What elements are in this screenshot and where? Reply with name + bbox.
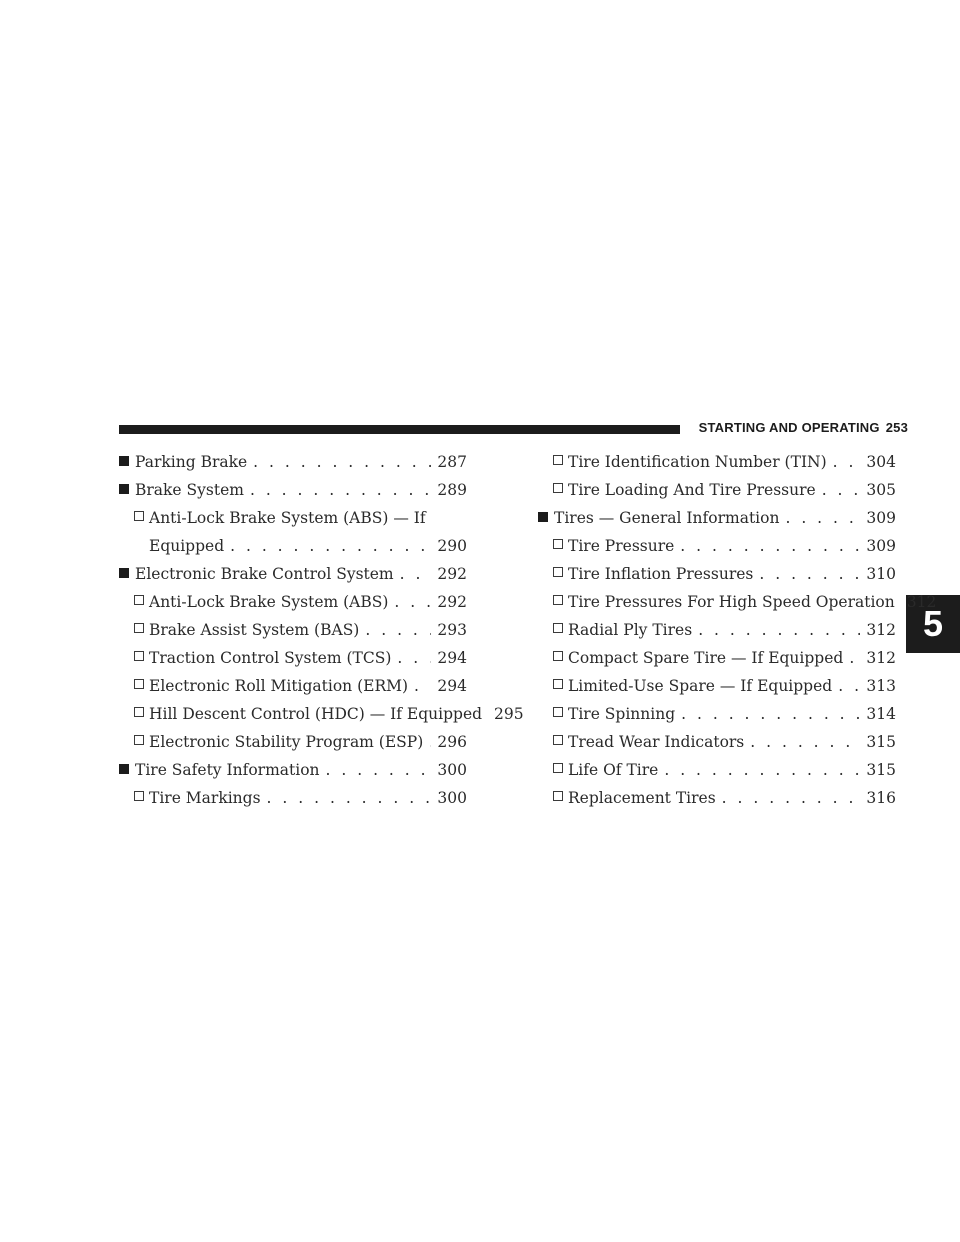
- toc-entry-label: Tire Markings: [149, 789, 261, 807]
- dot-leader: [230, 532, 431, 560]
- toc-entry[interactable]: [119, 560, 467, 588]
- toc-entry[interactable]: [538, 476, 896, 504]
- toc-entry-label: Electronic Brake Control System: [135, 565, 394, 583]
- toc-entry[interactable]: [538, 784, 896, 812]
- chapter-tab[interactable]: 5: [906, 595, 960, 653]
- toc-entry[interactable]: [119, 756, 467, 784]
- square-bullet-icon: [119, 484, 129, 494]
- toc-entry-page: 294: [437, 649, 467, 667]
- toc-entry-page: 295: [494, 705, 524, 723]
- toc-entry-label: Tire Inflation Pressures: [568, 565, 754, 583]
- toc-entry[interactable]: [538, 448, 896, 476]
- toc-entry-label: Anti-Lock Brake System (ABS) — If: [149, 509, 426, 527]
- toc-entry[interactable]: [538, 560, 896, 588]
- toc-entry[interactable]: [119, 588, 467, 616]
- dot-leader: [400, 560, 432, 588]
- hollow-square-bullet-icon: [553, 763, 563, 773]
- toc-entry[interactable]: [538, 588, 937, 616]
- running-header: [690, 420, 908, 435]
- dot-leader: [365, 616, 431, 644]
- toc-entry-page: 300: [437, 761, 467, 779]
- toc-entry-label: Parking Brake: [135, 453, 248, 471]
- hollow-square-bullet-icon: [134, 511, 144, 521]
- square-bullet-icon: [119, 764, 129, 774]
- toc-entry-label: Electronic Stability Program (ESP): [149, 733, 424, 751]
- hollow-square-bullet-icon: [553, 483, 563, 493]
- hollow-square-bullet-icon: [553, 651, 563, 661]
- dot-leader: [267, 784, 432, 812]
- toc-entry-label: Brake System: [135, 481, 244, 499]
- toc-entry-page: 312: [906, 593, 937, 611]
- hollow-square-bullet-icon: [553, 567, 563, 577]
- toc-entry-page: 292: [437, 565, 467, 583]
- hollow-square-bullet-icon: [553, 707, 563, 717]
- hollow-square-bullet-icon: [134, 623, 144, 633]
- toc-entry-label: Brake Assist System (BAS): [149, 621, 360, 639]
- toc-entry-label: Hill Descent Control (HDC) — If Equipped: [149, 705, 483, 723]
- dot-leader: [849, 644, 860, 672]
- hollow-square-bullet-icon: [134, 679, 144, 689]
- toc-entry-page: 305: [866, 481, 896, 499]
- toc-entry-label: Tires — General Information: [554, 509, 780, 527]
- toc-entry-page: 316: [866, 789, 896, 807]
- dot-leader: [722, 784, 861, 812]
- toc-entry[interactable]: [538, 700, 896, 728]
- toc-right-column: [538, 448, 937, 812]
- dot-leader: [664, 756, 860, 784]
- toc-entry-page: 315: [866, 733, 896, 751]
- dot-leader: [394, 588, 431, 616]
- toc-entry-page: 314: [866, 705, 896, 723]
- toc-entry-label: Anti-Lock Brake System (ABS): [149, 593, 389, 611]
- toc-entry[interactable]: [538, 644, 896, 672]
- toc-entry-label: Tire Safety Information: [135, 761, 320, 779]
- hollow-square-bullet-icon: [553, 791, 563, 801]
- toc-entry[interactable]: [538, 728, 896, 756]
- hollow-square-bullet-icon: [553, 595, 563, 605]
- dot-leader: [833, 448, 861, 476]
- dot-leader: [414, 672, 431, 700]
- square-bullet-icon: [538, 512, 548, 522]
- dot-leader: [785, 504, 860, 532]
- hollow-square-bullet-icon: [553, 539, 563, 549]
- toc-entry-page: 310: [866, 565, 896, 583]
- toc-entry[interactable]: [119, 728, 467, 756]
- toc-entry[interactable]: [538, 616, 896, 644]
- toc-entry-page: 304: [866, 453, 896, 471]
- dot-leader: [838, 672, 860, 700]
- toc-entry-label: Life Of Tire: [568, 761, 659, 779]
- square-bullet-icon: [119, 456, 129, 466]
- toc-entry[interactable]: [119, 644, 467, 672]
- dot-leader: [250, 476, 431, 504]
- toc-left-column: [119, 448, 524, 812]
- toc-entry-page: 289: [437, 481, 467, 499]
- dot-leader: [253, 448, 431, 476]
- dot-leader: [326, 756, 432, 784]
- hollow-square-bullet-icon: [553, 455, 563, 465]
- toc-entry-label: Replacement Tires: [568, 789, 716, 807]
- toc-entry-label: Tire Pressures For High Speed Operation: [568, 593, 895, 611]
- toc-entry-page: 287: [437, 453, 467, 471]
- hollow-square-bullet-icon: [134, 595, 144, 605]
- toc-entry-page: 315: [866, 761, 896, 779]
- toc-entry[interactable]: [119, 672, 467, 700]
- hollow-square-bullet-icon: [134, 651, 144, 661]
- toc-entry-label-continued: Equipped: [149, 537, 225, 555]
- dot-leader: [680, 532, 860, 560]
- toc-entry-page: 296: [437, 733, 467, 751]
- toc-entry[interactable]: [538, 756, 896, 784]
- toc-entry-page: 293: [437, 621, 467, 639]
- hollow-square-bullet-icon: [553, 735, 563, 745]
- toc-entry[interactable]: [119, 476, 467, 504]
- toc-entry[interactable]: [119, 784, 467, 812]
- toc-entry-page: 294: [437, 677, 467, 695]
- dot-leader: [397, 644, 431, 672]
- toc-entry-page: 290: [437, 537, 467, 555]
- toc-entry-page: 292: [437, 593, 467, 611]
- toc-entry-label: Tire Pressure: [568, 537, 675, 555]
- dot-leader: [822, 476, 861, 504]
- hollow-square-bullet-icon: [134, 735, 144, 745]
- toc-entry-page: 312: [866, 621, 896, 639]
- toc-entry-label: Tire Loading And Tire Pressure: [568, 481, 816, 499]
- toc-entry-label: Electronic Roll Mitigation (ERM): [149, 677, 409, 695]
- toc-entry-label: Tire Spinning: [568, 705, 676, 723]
- toc-entry-page: 313: [866, 677, 896, 695]
- toc-entry-page: 309: [866, 537, 896, 555]
- dot-leader: [429, 728, 431, 756]
- hollow-square-bullet-icon: [553, 623, 563, 633]
- header-rule: [119, 425, 680, 434]
- toc-entry[interactable]: [119, 448, 467, 476]
- hollow-square-bullet-icon: [134, 791, 144, 801]
- dot-leader: [750, 728, 860, 756]
- toc-entry-label: Limited-Use Spare — If Equipped: [568, 677, 833, 695]
- page-number: 253: [885, 420, 908, 435]
- toc-entry[interactable]: [119, 700, 524, 728]
- dot-leader: [681, 700, 860, 728]
- toc-entry-label: Radial Ply Tires: [568, 621, 693, 639]
- toc-entry[interactable]: [538, 504, 896, 532]
- toc-entry[interactable]: [538, 672, 896, 700]
- toc-entry-label: Tire Identification Number (TIN): [568, 453, 827, 471]
- toc-entry-page: 312: [866, 649, 896, 667]
- square-bullet-icon: [119, 568, 129, 578]
- toc-entry[interactable]: [119, 616, 467, 644]
- hollow-square-bullet-icon: [134, 707, 144, 717]
- section-title: STARTING AND OPERATING: [698, 420, 880, 435]
- toc-entry-page: 309: [866, 509, 896, 527]
- toc-entry-label: Traction Control System (TCS): [149, 649, 392, 667]
- dot-leader: [759, 560, 860, 588]
- toc-entry-page: 300: [437, 789, 467, 807]
- dot-leader: [698, 616, 860, 644]
- toc-entry[interactable]: [538, 532, 896, 560]
- hollow-square-bullet-icon: [553, 679, 563, 689]
- toc-entry-label: Compact Spare Tire — If Equipped: [568, 649, 844, 667]
- toc-entry[interactable]: [119, 504, 467, 560]
- toc-entry-label: Tread Wear Indicators: [568, 733, 745, 751]
